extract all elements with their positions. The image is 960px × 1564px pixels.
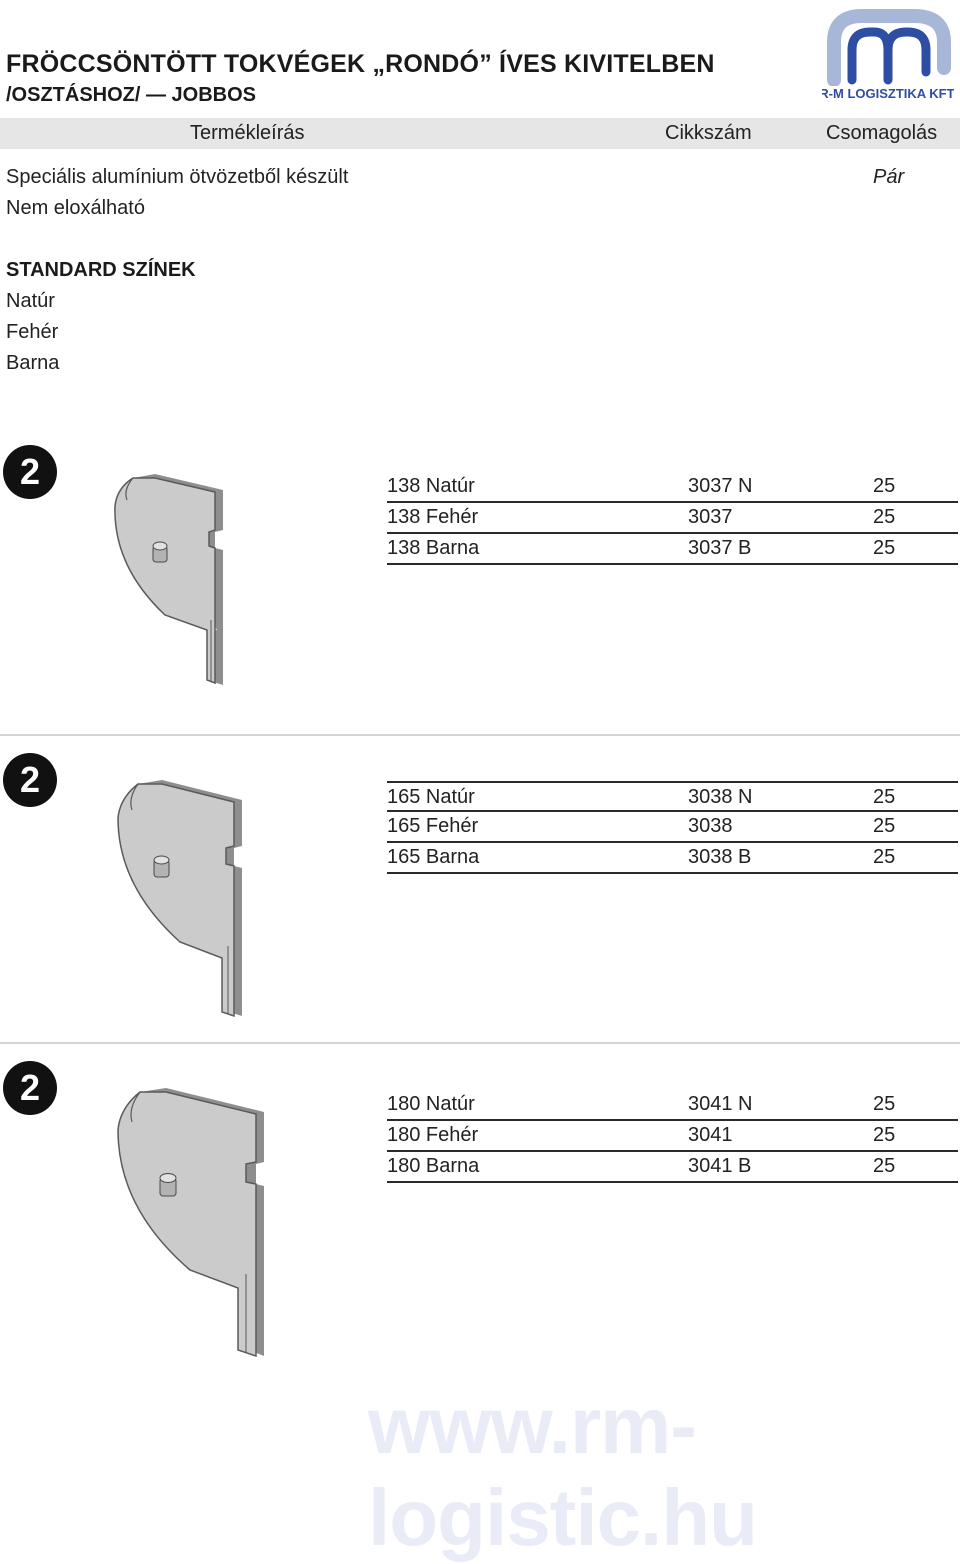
product-name: 138 Barna: [387, 537, 480, 559]
product-table-180: [387, 1090, 958, 1183]
table-row: [387, 1152, 958, 1183]
table-row: [387, 1121, 958, 1152]
quantity-badge: 2: [3, 1061, 57, 1115]
table-row: [387, 503, 958, 534]
product-name: 138 Fehér: [387, 506, 479, 528]
product-code: 3038 N: [688, 786, 753, 808]
product-table-165: [387, 781, 958, 874]
product-name: 180 Natúr: [387, 1093, 475, 1115]
product-name: 180 Fehér: [387, 1124, 479, 1146]
page-title: FRÖCCSÖNTÖTT TOKVÉGEK „RONDÓ” ÍVES KIVITELBEN: [6, 50, 715, 78]
page-subtitle: /OSZTÁSHOZ/ — JOBBOS: [6, 84, 257, 106]
column-packaging: Csomagolás: [826, 122, 938, 144]
table-row: [387, 781, 958, 812]
product-qty: 25: [873, 1155, 896, 1177]
product-code: 3037 B: [688, 537, 752, 559]
rondo-end-cap-138-icon: [105, 470, 235, 695]
product-qty: 25: [873, 475, 896, 497]
product-qty: 25: [873, 1124, 896, 1146]
column-code: Cikkszám: [665, 122, 752, 144]
anodize-note: Nem eloxálható: [6, 197, 145, 219]
color-item: Natúr: [6, 290, 55, 312]
product-qty: 25: [873, 1093, 896, 1115]
column-header-bar: [0, 118, 960, 149]
pack-unit: Pár: [873, 166, 905, 188]
material-note: Speciális alumínium ötvözetből készült: [6, 166, 349, 188]
product-qty: 25: [873, 786, 896, 808]
product-name: 138 Natúr: [387, 475, 475, 497]
section-divider: [0, 1042, 960, 1044]
table-row: [387, 812, 958, 843]
product-name: 180 Barna: [387, 1155, 480, 1177]
product-code: 3038 B: [688, 846, 752, 868]
product-code: 3037: [688, 506, 733, 528]
quantity-badge: 2: [3, 753, 57, 807]
rondo-end-cap-165-icon: [110, 776, 250, 1029]
product-qty: 25: [873, 846, 896, 868]
logo-text: R-M LOGISZTIKA KFT.: [822, 86, 954, 100]
color-item: Barna: [6, 352, 60, 374]
product-name: 165 Fehér: [387, 815, 479, 837]
product-code: 3041 B: [688, 1155, 752, 1177]
product-code: 3041 N: [688, 1093, 753, 1115]
rondo-end-cap-180-icon: [110, 1084, 270, 1369]
product-qty: 25: [873, 506, 896, 528]
product-name: 165 Barna: [387, 846, 480, 868]
table-row: [387, 534, 958, 565]
table-row: [387, 472, 958, 503]
column-description: Termékleírás: [190, 122, 305, 144]
product-qty: 25: [873, 537, 896, 559]
product-code: 3038: [688, 815, 733, 837]
product-code: 3041: [688, 1124, 733, 1146]
website-watermark: www.rm-logistic.hu: [368, 1381, 757, 1562]
product-table-138: [387, 472, 958, 565]
table-row: [387, 843, 958, 874]
product-code: 3037 N: [688, 475, 753, 497]
standard-colors-heading: STANDARD SZÍNEK: [6, 259, 196, 281]
table-row: [387, 1090, 958, 1121]
section-divider: [0, 734, 960, 736]
color-item: Fehér: [6, 321, 59, 343]
product-name: 165 Natúr: [387, 786, 475, 808]
quantity-badge: 2: [3, 445, 57, 499]
product-qty: 25: [873, 815, 896, 837]
company-logo: [822, 2, 954, 100]
